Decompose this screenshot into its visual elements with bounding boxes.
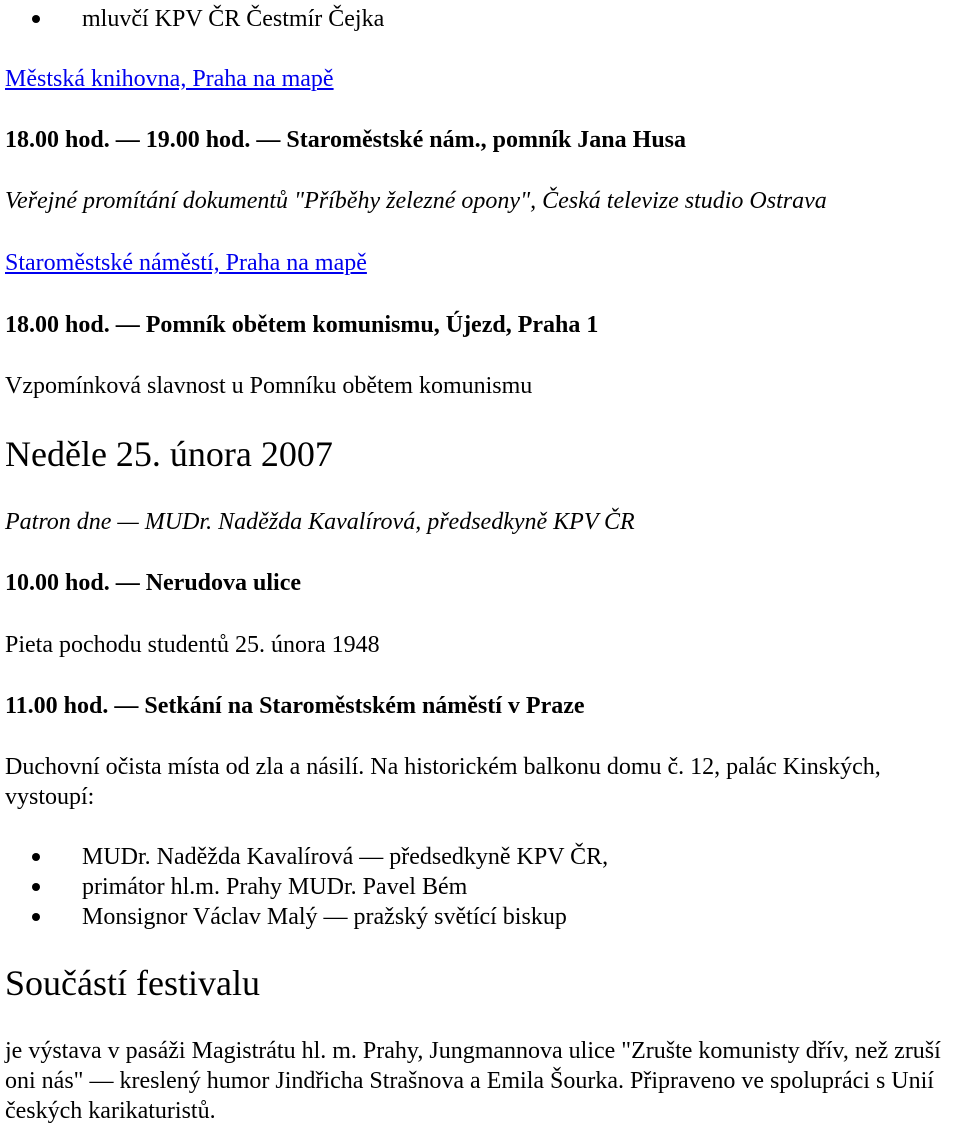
link-namesti-map[interactable]: Staroměstské náměstí, Praha na mapě (5, 250, 367, 276)
speaker-list-top (0, 4, 384, 34)
paragraph-namesti (5, 248, 960, 278)
festival-text: je výstava v pasáži Magistrátu hl. m. Prahy, Jungmannova ulice "Zrušte komunisty dřív, než zruší oni nás" — kreslený humor Jindřicha Strašnova a Emila Šourka. Připraveno ve spolupráci s Unií českých karikaturistů. (5, 1038, 941, 1124)
event-title-1: 18.00 hod. — 19.00 hod. — Staroměstské nám., pomník Jana Husa (5, 127, 687, 153)
patron-line: Patron dne — MUDr. Naděžda Kavalírová, předsedkyně KPV ČR (5, 509, 635, 535)
day-heading: Neděle 25. února 2007 (5, 434, 333, 474)
list-item: primátor hl.m. Prahy MUDr. Pavel Bém (82, 872, 608, 902)
event-title-3: 10.00 hod. — Nerudova ulice (5, 570, 302, 596)
link-knihovna-map[interactable]: Městská knihovna, Praha na mapě (5, 66, 334, 92)
list-item: Monsignor Václav Malý — pražský světící biskup (82, 902, 608, 932)
paragraph-knihovna (5, 64, 960, 94)
list-item: MUDr. Naděžda Kavalírová — předsedkyně KPV ČR, (82, 844, 609, 870)
festival-heading: Součástí festivalu (5, 963, 260, 1003)
event-title-4: 11.00 hod. — Setkání na Staroměstském náměstí v Praze (5, 693, 585, 719)
event-desc-3: Pieta pochodu studentů 25. února 1948 (5, 632, 380, 658)
speaker-list (0, 842, 608, 932)
event-desc-4: Duchovní očista místa od zla a násilí. Na historickém balkonu domu č. 12, palác Kinských, vystoupí: (5, 754, 881, 810)
event-desc-1: Veřejné promítání dokumentů "Příběhy železné opony", Česká televize studio Ostrava (5, 188, 827, 214)
event-desc-2: Vzpomínková slavnost u Pomníku obětem komunismu (5, 373, 533, 399)
event-title-2: 18.00 hod. — Pomník obětem komunismu, Újezd, Praha 1 (5, 312, 599, 338)
list-item: mluvčí KPV ČR Čestmír Čejka (82, 6, 385, 32)
